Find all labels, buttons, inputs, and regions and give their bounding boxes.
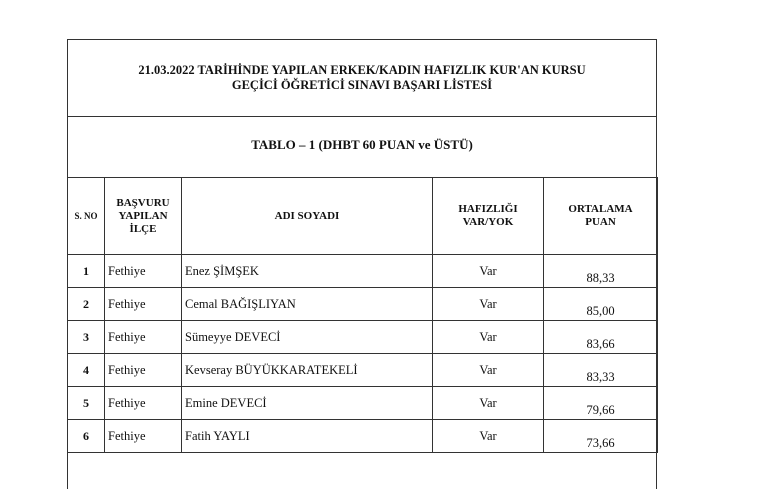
cell-sno: 4	[68, 354, 105, 387]
table-title: TABLO – 1 (DHBT 60 PUAN ve ÜSTÜ)	[251, 137, 473, 152]
cell-sno: 3	[68, 321, 105, 354]
cell-adsoyadi: Enez ŞİMŞEK	[182, 255, 433, 288]
cell-puan: 88,33	[544, 255, 658, 288]
table-row	[68, 288, 658, 321]
header-hafizlik-line-2: VAR/YOK	[462, 216, 514, 228]
title-separator	[67, 116, 657, 117]
cell-adsoyadi: Kevseray BÜYÜKKARATEKELİ	[182, 354, 433, 387]
header-ilce	[105, 178, 182, 255]
header-puan-line-2: PUAN	[585, 216, 616, 228]
cell-ilce: Fethiye	[105, 288, 182, 321]
cell-sno: 2	[68, 288, 105, 321]
header-sno: S. NO	[68, 178, 105, 255]
cell-ilce: Fethiye	[105, 321, 182, 354]
cell-adsoyadi: Fatih YAYLI	[182, 420, 433, 453]
table-header-row	[68, 178, 658, 255]
cell-puan: 85,00	[544, 288, 658, 321]
header-ilce-line-3: İLÇE	[129, 222, 157, 235]
cell-sno: 5	[68, 387, 105, 420]
document-title	[67, 63, 657, 93]
cell-hafizlik: Var	[433, 321, 544, 354]
cell-ilce: Fethiye	[105, 354, 182, 387]
table-row	[68, 387, 658, 420]
table-row	[68, 420, 658, 453]
cell-hafizlik: Var	[433, 387, 544, 420]
cell-adsoyadi: Sümeyye DEVECİ	[182, 321, 433, 354]
table-row	[68, 354, 658, 387]
cell-ilce: Fethiye	[105, 420, 182, 453]
title-line-1: 21.03.2022 TARİHİNDE YAPILAN ERKEK/KADIN HAFIZLIK KUR'AN KURSU	[138, 63, 586, 77]
header-hafizlik-line-1: HAFIZLIĞI	[458, 203, 518, 215]
header-hafizlik	[433, 178, 544, 255]
cell-adsoyadi: Cemal BAĞIŞLIYAN	[182, 288, 433, 321]
header-puan	[544, 178, 658, 255]
cell-sno: 6	[68, 420, 105, 453]
table-row	[68, 321, 658, 354]
cell-hafizlik: Var	[433, 255, 544, 288]
cell-ilce: Fethiye	[105, 255, 182, 288]
table-row	[68, 255, 658, 288]
cell-puan: 83,33	[544, 354, 658, 387]
header-adsoyadi: ADI SOYADI	[182, 178, 433, 255]
cell-ilce: Fethiye	[105, 387, 182, 420]
header-ilce-line-2: YAPILAN	[118, 209, 168, 222]
cell-puan: 73,66	[544, 420, 658, 453]
cell-puan: 79,66	[544, 387, 658, 420]
cell-adsoyadi: Emine DEVECİ	[182, 387, 433, 420]
cell-hafizlik: Var	[433, 288, 544, 321]
header-ilce-line-1: BAŞVURU	[116, 196, 170, 209]
results-table	[67, 177, 658, 453]
title-line-2: GEÇİCİ ÖĞRETİCİ SINAVI BAŞARI LİSTESİ	[231, 78, 493, 92]
cell-hafizlik: Var	[433, 420, 544, 453]
cell-sno: 1	[68, 255, 105, 288]
cell-hafizlik: Var	[433, 354, 544, 387]
cell-puan: 83,66	[544, 321, 658, 354]
header-puan-line-1: ORTALAMA	[568, 203, 633, 215]
